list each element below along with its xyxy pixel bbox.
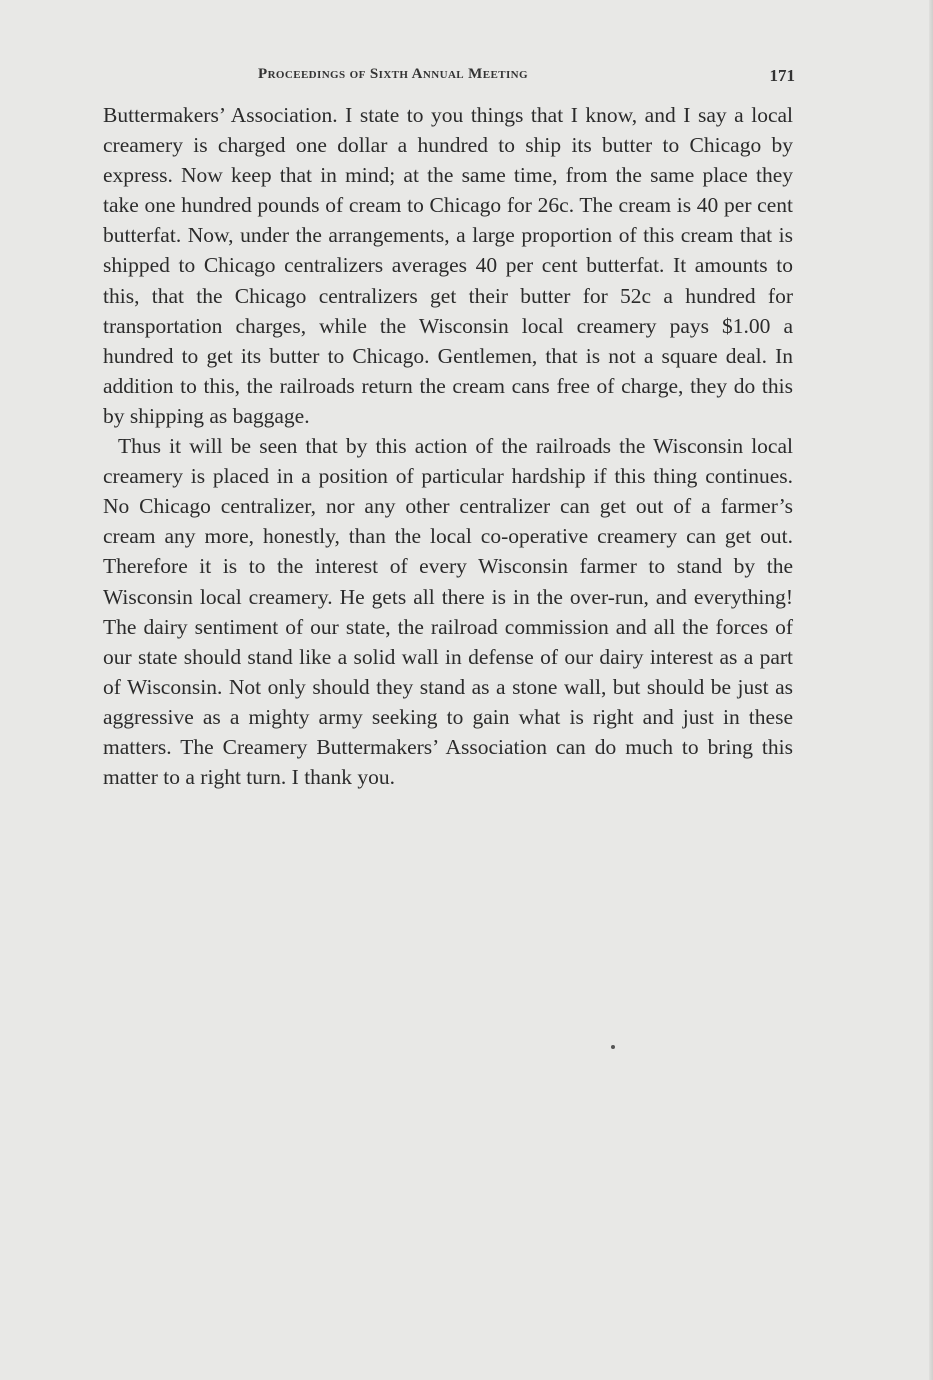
paragraph-2: Thus it will be seen that by this action of the railroads the Wisconsin local creamery is placed in a position of particular hardship if this thing continues. No Chicago centralizer, nor any other centralizer can get out of a farmer’s cream any more, honestly, than the local co-operative creamery can get out. Therefore it is to the interest of every Wisconsin farmer to stand by the Wisconsin local creamery. He gets all there is in the over-run, and everything! The dairy sentiment of our state, the railroad commission and all the forces of our state should stand like a solid wall in defense of our dairy interest as a part of Wisconsin. Not only should they stand as a stone wall, but should be just as aggressive as a mighty army seeking to gain what is right and just in these matters. The Creamery Buttermakers’ Association can do much to bring this matter to a right turn. I thank you. <box>103 434 793 790</box>
ink-speck <box>611 1045 615 1049</box>
paragraph-1: Buttermakers’ Association. I state to you things that I know, and I say a local creamery is charged one dollar a hundred to ship its butter to Chicago by express. Now keep that in mind; at the same time, from the same place they take one hundred pounds of cream to Chicago for 26c. The cream is 40 per cent butterfat. Now, under the arrangements, a large proportion of this cream that is shipped to Chicago centralizers averages 40 per cent butterfat. It amounts to this, that the Chicago centralizers get their butter for 52c a hundred for transportation charges, while the Wisconsin local creamery pays $1.00 a hundred to get its butter to Chicago. Gentlemen, that is not a square deal. In addition to this, the railroads return the cream cans free of charge, they do this by shipping as baggage. <box>103 103 793 428</box>
body-text <box>103 100 793 792</box>
running-title: Proceedings of Sixth Annual Meeting <box>258 66 528 82</box>
page-edge <box>929 0 933 1380</box>
running-head <box>258 66 795 92</box>
page-number: 171 <box>769 66 795 85</box>
